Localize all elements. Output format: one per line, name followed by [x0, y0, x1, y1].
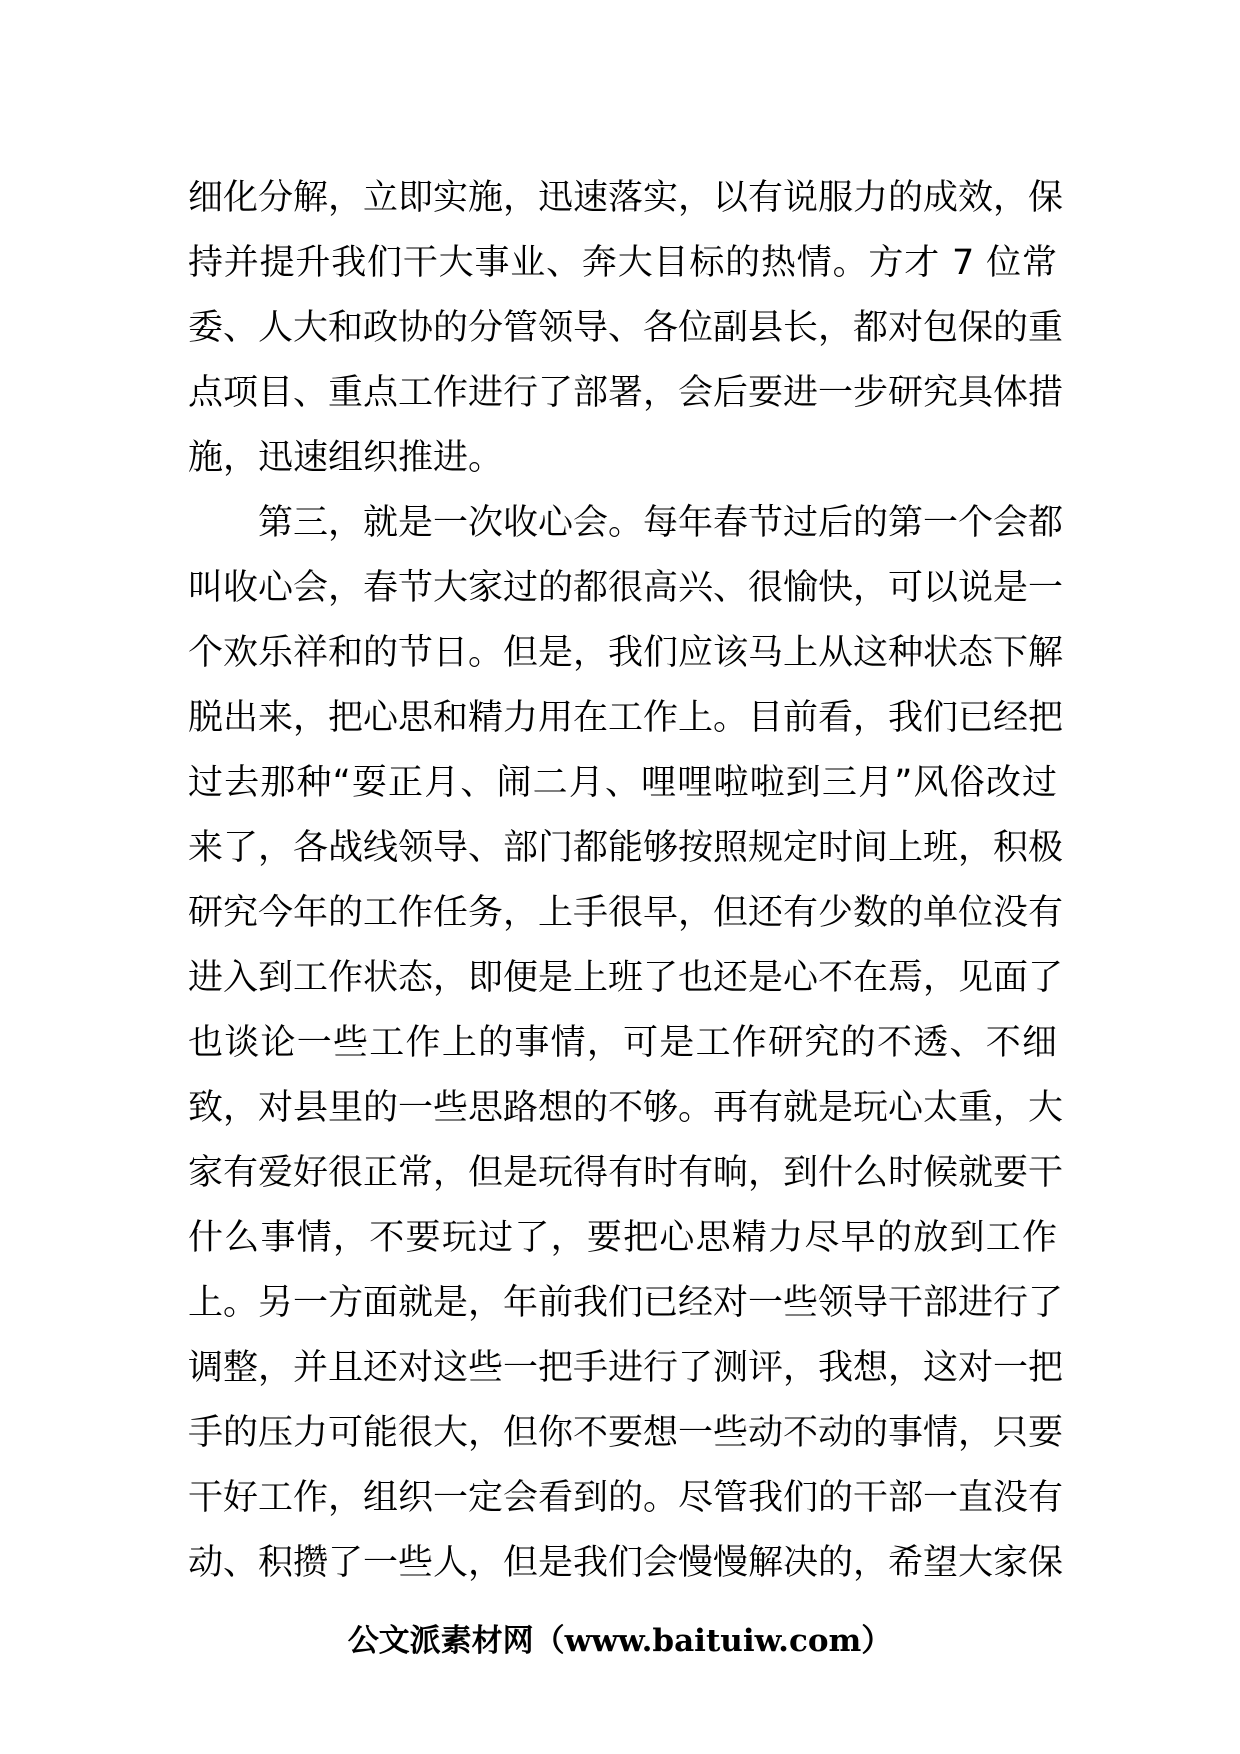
text-line: 叫收心会，春节大家过的都很高兴、很愉快，可以说是一: [188, 568, 1064, 608]
paragraph-2: [188, 491, 1064, 1596]
text-line: 持并提升我们干大事业、奔大目标的热情。方才 7 位常: [188, 243, 1057, 283]
text-line: 动、积攒了一些人，但是我们会慢慢解决的，希望大家保: [188, 1543, 1064, 1583]
text-line: 上。另一方面就是，年前我们已经对一些领导干部进行了: [188, 1283, 1064, 1323]
text-line: 来了，各战线领导、部门都能够按照规定时间上班，积极: [188, 828, 1064, 868]
text-line: 致，对县里的一些思路想的不够。再有就是玩心太重，大: [188, 1088, 1064, 1128]
text-line: 家有爱好很正常，但是玩得有时有晌，到什么时候就要干: [188, 1153, 1064, 1193]
document-body: [188, 166, 1064, 1596]
text-line: 脱出来，把心思和精力用在工作上。目前看，我们已经把: [188, 698, 1064, 738]
text-line: 进入到工作状态，即便是上班了也还是心不在焉，见面了: [188, 958, 1064, 998]
text-line: 委、人大和政协的分管领导、各位副县长，都对包保的重: [188, 308, 1064, 348]
text-line: 施，迅速组织推进。: [188, 438, 504, 478]
text-line: 第三，就是一次收心会。每年春节过后的第一个会都: [258, 503, 1064, 543]
text-line: 手的压力可能很大，但你不要想一些动不动的事情，只要: [188, 1413, 1064, 1453]
text-line: 干好工作，组织一定会看到的。尽管我们的干部一直没有: [188, 1478, 1064, 1518]
text-line: 个欢乐祥和的节日。但是，我们应该马上从这种状态下解: [188, 633, 1064, 673]
text-line: 细化分解，立即实施，迅速落实，以有说服力的成效，保: [188, 178, 1064, 218]
text-line: 什么事情，不要玩过了，要把心思精力尽早的放到工作: [188, 1218, 1057, 1258]
text-line: 研究今年的工作任务，上手很早，但还有少数的单位没有: [188, 893, 1064, 933]
paragraph-1: [188, 166, 1064, 491]
footer-source: 公文派素材网（www.baituiw.com）: [347, 1623, 893, 1659]
text-line: 过去那种“耍正月、闹二月、哩哩啦啦到三月”风俗改过: [188, 763, 1057, 803]
text-line: 也谈论一些工作上的事情，可是工作研究的不透、不细: [188, 1023, 1057, 1063]
text-line: 调整，并且还对这些一把手进行了测评，我想，这对一把: [188, 1348, 1064, 1388]
text-line: 点项目、重点工作进行了部署，会后要进一步研究具体措: [188, 373, 1064, 413]
